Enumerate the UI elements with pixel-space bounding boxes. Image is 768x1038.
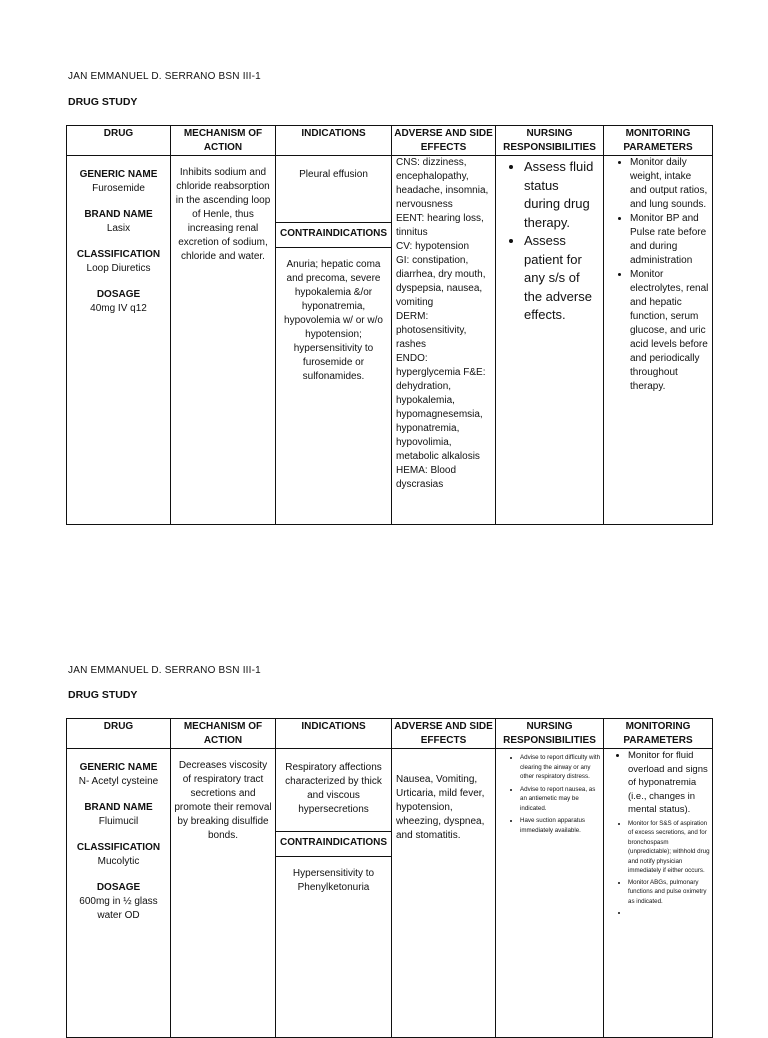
dosage-label: DOSAGE	[96, 289, 141, 300]
col-header-monitoring: MONITORING PARAMETERS	[604, 126, 713, 156]
adverse-item: GI: constipation, diarrhea, dry mouth, dyspepsia, nausea, vomiting	[396, 255, 486, 308]
document-title: DRUG STUDY	[68, 96, 138, 108]
monitoring-list	[608, 749, 710, 918]
col-header-mechanism: MECHANISM OF ACTION	[171, 719, 276, 749]
adverse-effects-cell	[392, 156, 496, 525]
classification-value: Mucolytic	[97, 856, 140, 867]
classification-label: CLASSIFICATION	[76, 249, 161, 260]
indications-text: Pleural effusion	[299, 169, 368, 180]
generic-name-value: N- Acetyl cysteine	[78, 776, 159, 787]
drug-cell	[67, 156, 171, 525]
nursing-item: • Assess fluid status during drug therapy.	[524, 158, 597, 232]
document-title: DRUG STUDY	[68, 689, 138, 701]
nursing-item: • Assess patient for any s/s of the adverse effects.	[524, 232, 597, 325]
contraindications-label: CONTRAINDICATIONS	[276, 831, 391, 857]
monitoring-item: • Monitor BP and Pulse rate before and during administration	[630, 212, 710, 268]
table-header-row	[67, 719, 713, 749]
monitoring-item: • Monitor for fluid overload and signs of hyponatremia (i.e., changes in mental status).	[628, 749, 710, 817]
col-header-adverse: ADVERSE AND SIDE EFFECTS	[392, 126, 496, 156]
dosage-value: 40mg IV q12	[90, 303, 147, 314]
col-header-indications: INDICATIONS	[276, 719, 392, 749]
dosage-label: DOSAGE	[96, 882, 141, 893]
drug-study-table	[66, 125, 713, 525]
brand-name-value: Fluimucil	[98, 816, 139, 827]
adverse-item: DERM: photosensitivity, rashes	[396, 311, 467, 350]
brand-name-value: Lasix	[106, 223, 131, 234]
nursing-item: • Have suction apparatus immediately available.	[520, 816, 600, 835]
monitoring-item	[628, 908, 710, 918]
table-header-row	[67, 126, 713, 156]
indications-cell	[276, 156, 392, 525]
adverse-item: EENT: hearing loss, tinnitus	[396, 213, 484, 238]
indications-text: Respiratory affections characterized by thick and viscous hypersecretions	[285, 762, 382, 815]
col-header-nursing: NURSING RESPONSIBILITIES	[496, 126, 604, 156]
author-line: JAN EMMANUEL D. SERRANO BSN III-1	[68, 71, 261, 82]
col-header-indications: INDICATIONS	[276, 126, 392, 156]
nursing-item: • Advise to report difficulty with clearing the airway or any other respiratory distress.	[520, 753, 600, 782]
brand-name-label: BRAND NAME	[84, 209, 153, 220]
nursing-cell	[496, 749, 604, 1038]
monitoring-item: • Monitor electrolytes, renal and hepatic function, serum glucose, and uric acid levels before and periodically throughout therapy.	[630, 268, 710, 394]
adverse-item: CNS: dizziness, encephalopathy, headache, insomnia, nervousness	[396, 157, 489, 210]
monitoring-cell	[604, 749, 713, 1038]
adverse-item: Nausea, Vomiting, Urticaria, mild fever, hypotension, wheezing, dyspnea, and stomatitis.	[396, 774, 485, 841]
contraindications-text: Anuria; hepatic coma and precoma, severe hypokalemia &/or hyponatremia, hypovolemia w/ or w/o hypotension; hypersensitivity to furosemide or sulfonamides.	[284, 259, 383, 382]
monitoring-item: • Monitor daily weight, intake and output ratios, and lung sounds.	[630, 156, 710, 212]
adverse-effects-cell	[392, 749, 496, 1038]
monitoring-item: • Monitor for S&S of aspiration of excess secretions, and for bronchospasm (unpredictable); withhold drug and notify physician immediately if either occurs.	[628, 819, 710, 876]
nursing-list	[502, 158, 597, 325]
contraindications-text: Hypersensitivity to Phenylketonuria	[292, 868, 375, 893]
mechanism-cell: Decreases viscosity of respiratory tract secretions and promote their removal by breaking disulfide bonds.	[171, 749, 276, 1038]
author-line: JAN EMMANUEL D. SERRANO BSN III-1	[68, 665, 261, 676]
table-row	[67, 749, 713, 1038]
generic-name-value: Furosemide	[92, 183, 145, 194]
col-header-adverse: ADVERSE AND SIDE EFFECTS	[392, 719, 496, 749]
drug-cell	[67, 749, 171, 1038]
table-row	[67, 156, 713, 525]
nursing-cell	[496, 156, 604, 525]
generic-name-label: GENERIC NAME	[79, 169, 158, 180]
generic-name-label: GENERIC NAME	[79, 762, 158, 773]
col-header-nursing: NURSING RESPONSIBILITIES	[496, 719, 604, 749]
nursing-item: • Advise to report nausea, as an antiemetic may be indicated.	[520, 785, 600, 814]
monitoring-list	[608, 156, 710, 394]
classification-label: CLASSIFICATION	[76, 842, 161, 853]
indications-cell	[276, 749, 392, 1038]
nursing-list	[500, 753, 600, 835]
col-header-drug: DRUG	[67, 126, 171, 156]
dosage-value: 600mg in ½ glass water OD	[79, 896, 158, 921]
mechanism-cell: Inhibits sodium and chloride reabsorption in the ascending loop of Henle, thus increasing renal excretion of sodium, chloride and water.	[171, 156, 276, 525]
adverse-item: CV: hypotension	[396, 241, 470, 252]
classification-value: Loop Diuretics	[86, 263, 151, 274]
col-header-drug: DRUG	[67, 719, 171, 749]
col-header-mechanism: MECHANISM OF ACTION	[171, 126, 276, 156]
contraindications-label: CONTRAINDICATIONS	[276, 222, 391, 248]
adverse-item: HEMA: Blood dyscrasias	[396, 465, 457, 490]
brand-name-label: BRAND NAME	[84, 802, 153, 813]
drug-study-table	[66, 718, 713, 1038]
monitoring-item: • Monitor ABGs, pulmonary functions and pulse oximetry as indicated.	[628, 878, 710, 907]
col-header-monitoring: MONITORING PARAMETERS	[604, 719, 713, 749]
adverse-item: ENDO: hyperglycemia F&E: dehydration, hypokalemia, hypomagnesemsia, hyponatremia, hypovolimia, metabolic alkalosis	[396, 353, 486, 462]
monitoring-cell	[604, 156, 713, 525]
